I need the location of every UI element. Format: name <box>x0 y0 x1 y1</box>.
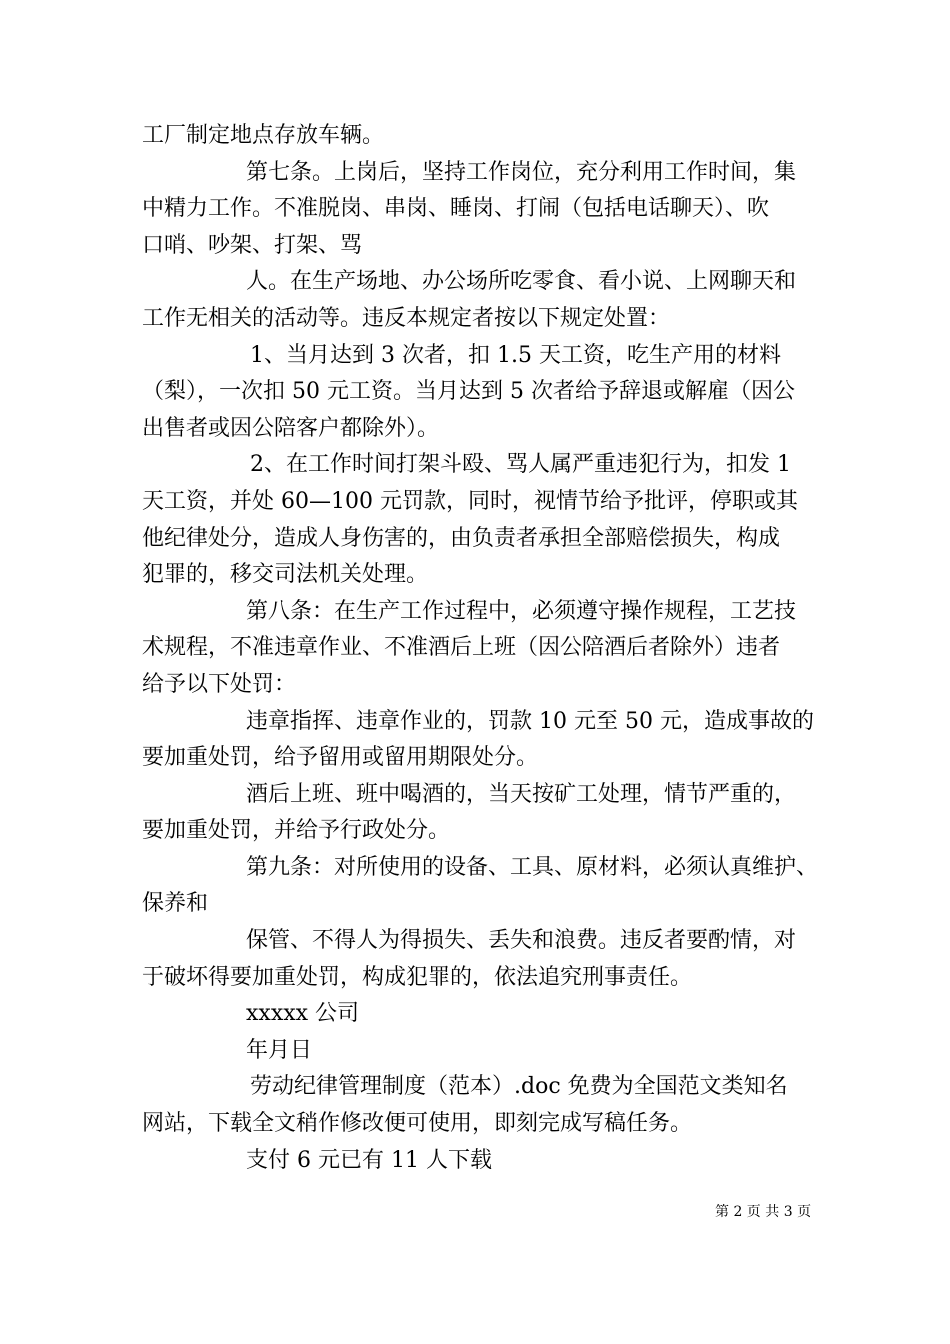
text-line: 出售者或因公陪客户都除外）。 <box>142 415 440 441</box>
text-line: 他纪律处分，造成人身伤害的，由负责者承担全部赔偿损失，构成 <box>142 525 781 551</box>
document-body <box>142 118 819 1179</box>
text-line: 违章指挥、违章作业的，罚款 10 元至 50 元，造成事故的 <box>246 708 814 734</box>
text-line: 劳动纪律管理制度（范本）.doc 免费为全国范文类知名 <box>250 1074 788 1100</box>
text-line: 天工资，并处 60—100 元罚款，同时，视情节给予批评，停职或其 <box>142 488 798 514</box>
text-line: 中精力工作。不准脱岗、串岗、睡岗、打闹（包括电话聊天）、吹 <box>142 196 770 222</box>
text-line: 1、当月达到 3 次者，扣 1.5 天工资，吃生产用的材料 <box>250 342 781 368</box>
text-line: 工作无相关的活动等。违反本规定者按以下规定处置： <box>142 305 671 331</box>
text-line: 犯罪的，移交司法机关处理。 <box>142 562 429 588</box>
text-line: 于破坏得要加重处罚，构成犯罪的，依法追究刑事责任。 <box>142 964 693 990</box>
signature-date: 年月日 <box>246 1037 313 1063</box>
text-line: 第九条：对所使用的设备、工具、原材料，必须认真维护、 <box>246 854 819 880</box>
text-line: 2、在工作时间打架斗殴、骂人属严重违犯行为，扣发 1 <box>250 452 791 478</box>
text-line: 要加重处罚，给予留用或留用期限处分。 <box>142 745 539 771</box>
text-line: 第七条。上岗后，坚持工作岗位，充分利用工作时间，集 <box>246 159 797 185</box>
text-line: 酒后上班、班中喝酒的，当天按矿工处理，情节严重的， <box>246 781 797 807</box>
text-line: 工厂制定地点存放车辆。 <box>142 123 385 148</box>
text-line: 要加重处罚，并给予行政处分。 <box>142 818 451 844</box>
text-line: （梨），一次扣 50 元工资。当月达到 5 次者给予辞退或解雇（因公 <box>142 379 795 405</box>
text-line: 第八条：在生产工作过程中，必须遵守操作规程，工艺技 <box>246 598 797 624</box>
text-line: 网站，下载全文稍作修改便可使用，即刻完成写稿任务。 <box>142 1111 693 1137</box>
text-line: 口哨、吵架、打架、骂 <box>142 232 363 258</box>
text-line: 支付 6 元已有 11 人下载 <box>246 1147 492 1173</box>
text-line: 人。在生产场地、办公场所吃零食、看小说、上网聊天和 <box>246 269 797 295</box>
page-number: 第 2 页 共 3 页 <box>715 1204 812 1220</box>
text-line: 保管、不得人为得损失、丢失和浪费。违反者要酌情，对 <box>246 928 797 954</box>
text-line: 保养和 <box>142 891 209 917</box>
signature-company: xxxxx 公司 <box>246 1001 360 1027</box>
text-line: 给予以下处罚： <box>142 671 297 697</box>
text-line: 术规程，不准违章作业、不准酒后上班（因公陪酒后者除外）违者 <box>142 635 781 661</box>
